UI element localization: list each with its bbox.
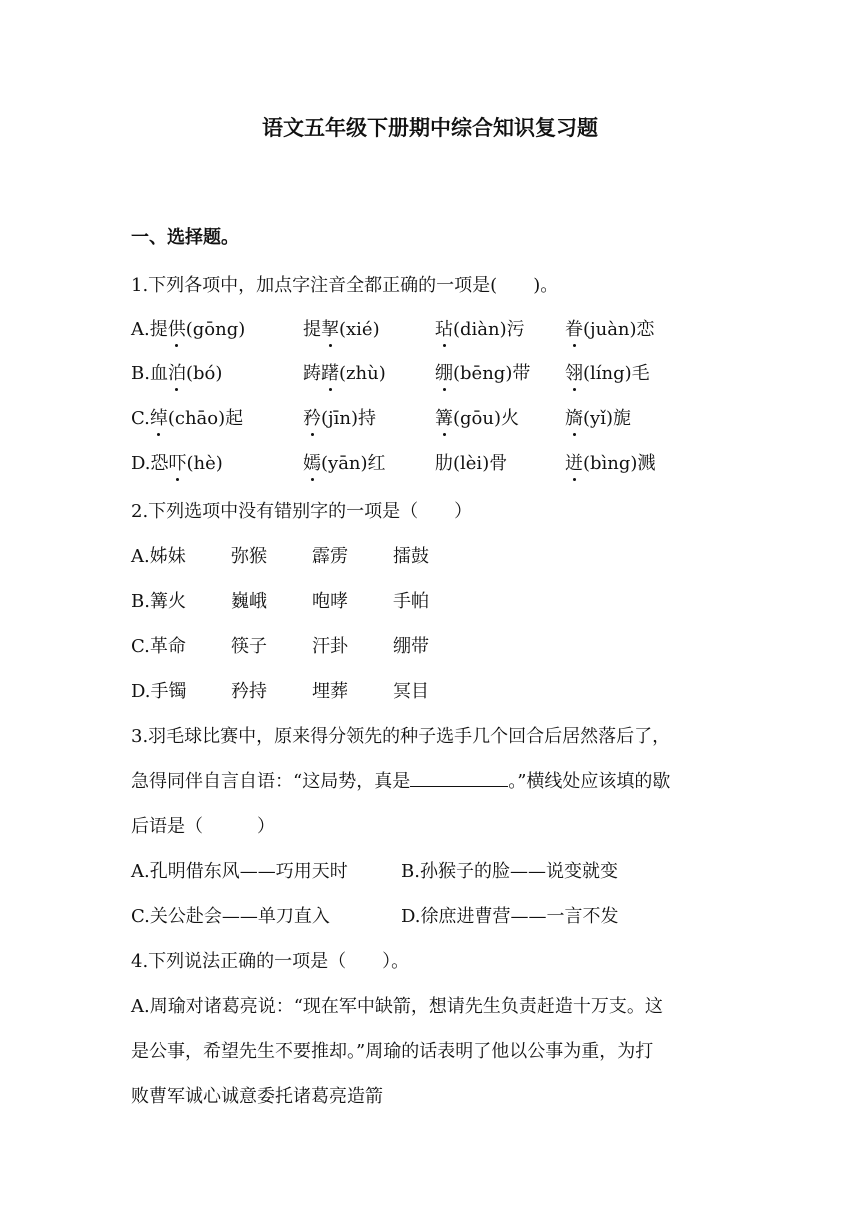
option-cell: 巍峨 — [231, 591, 267, 612]
question-3-text: 急得同伴自言自语：“这局势，真是 — [131, 771, 411, 792]
option-cell: 埋葬 — [312, 681, 348, 702]
option-cell: D.手镯 — [131, 681, 187, 702]
option-cell: 玷(diàn)污 — [435, 316, 525, 344]
option-cell: A.孔明借东风——巧用天时 — [131, 861, 348, 882]
option-cell: B.血泊(bó) — [131, 360, 222, 388]
option-cell: C.革命 — [131, 636, 186, 657]
option-cell: 绷带 — [393, 636, 429, 657]
question-3-line-1: 3.羽毛球比赛中，原来得分领先的种子选手几个回合后居然落后了， — [131, 726, 671, 747]
option-cell: 咆哮 — [312, 591, 348, 612]
answer-blank — [410, 768, 508, 787]
option-cell: 筷子 — [231, 636, 267, 657]
option-cell: 弥猴 — [231, 546, 267, 567]
option-cell: 矜(jīn)持 — [303, 405, 376, 433]
option-cell: 擂鼓 — [393, 546, 429, 567]
option-cell: 肋(lèi)骨 — [435, 453, 508, 474]
option-cell: 眷(juàn)恋 — [565, 316, 655, 344]
question-3-line-2 — [131, 768, 670, 796]
question-4-option-a-line-2: 是公事，希望先生不要推却。”周瑜的话表明了他以公事为重，为打 — [131, 1041, 654, 1062]
question-2-stem: 2.下列选项中没有错别字的一项是（ ） — [131, 501, 473, 522]
option-cell: B.篝火 — [131, 591, 186, 612]
question-4-option-a-line-1: A.周瑜对诸葛亮说：“现在军中缺箭，想请先生负责赶造十万支。这 — [131, 996, 663, 1017]
option-cell: 迸(bìng)溅 — [565, 450, 655, 478]
option-cell: 踌躇(zhù) — [303, 360, 386, 388]
section-heading: 一、选择题。 — [131, 227, 239, 248]
option-cell: 旖(yǐ)旎 — [565, 405, 631, 433]
option-cell: B.孙猴子的脸——说变就变 — [401, 861, 618, 882]
option-cell: C.绰(chāo)起 — [131, 405, 243, 433]
option-cell: 篝(gōu)火 — [435, 405, 519, 433]
option-cell: 手帕 — [393, 591, 429, 612]
question-3-line-3: 后语是（ ） — [131, 816, 275, 837]
option-cell: D.恐吓(hè) — [131, 450, 223, 478]
question-1-stem: 1.下列各项中，加点字注音全都正确的一项是( )。 — [131, 275, 559, 296]
question-3-text: 。”横线处应该填的歇 — [508, 771, 671, 792]
option-cell: 矜持 — [231, 681, 267, 702]
option-cell: 霹雳 — [312, 546, 348, 567]
option-cell: D.徐庶进曹营——一言不发 — [401, 906, 619, 927]
question-4-stem: 4.下列说法正确的一项是（ ）。 — [131, 951, 410, 972]
option-cell: 绷(bēng)带 — [435, 360, 530, 388]
option-cell: A.姊妹 — [131, 546, 186, 567]
option-cell: 嫣(yān)红 — [303, 450, 386, 478]
option-cell: 翎(líng)毛 — [565, 360, 650, 388]
option-cell: 汗卦 — [312, 636, 348, 657]
option-cell: 提挈(xié) — [303, 316, 380, 344]
option-cell: C.关公赴会——单刀直入 — [131, 906, 330, 927]
page-title: 语文五年级下册期中综合知识复习题 — [262, 115, 598, 140]
option-cell: 冥目 — [393, 681, 429, 702]
question-4-option-a-line-3: 败曹军诚心诚意委托诸葛亮造箭 — [131, 1086, 383, 1107]
option-cell: A.提供(gōng) — [131, 316, 245, 344]
